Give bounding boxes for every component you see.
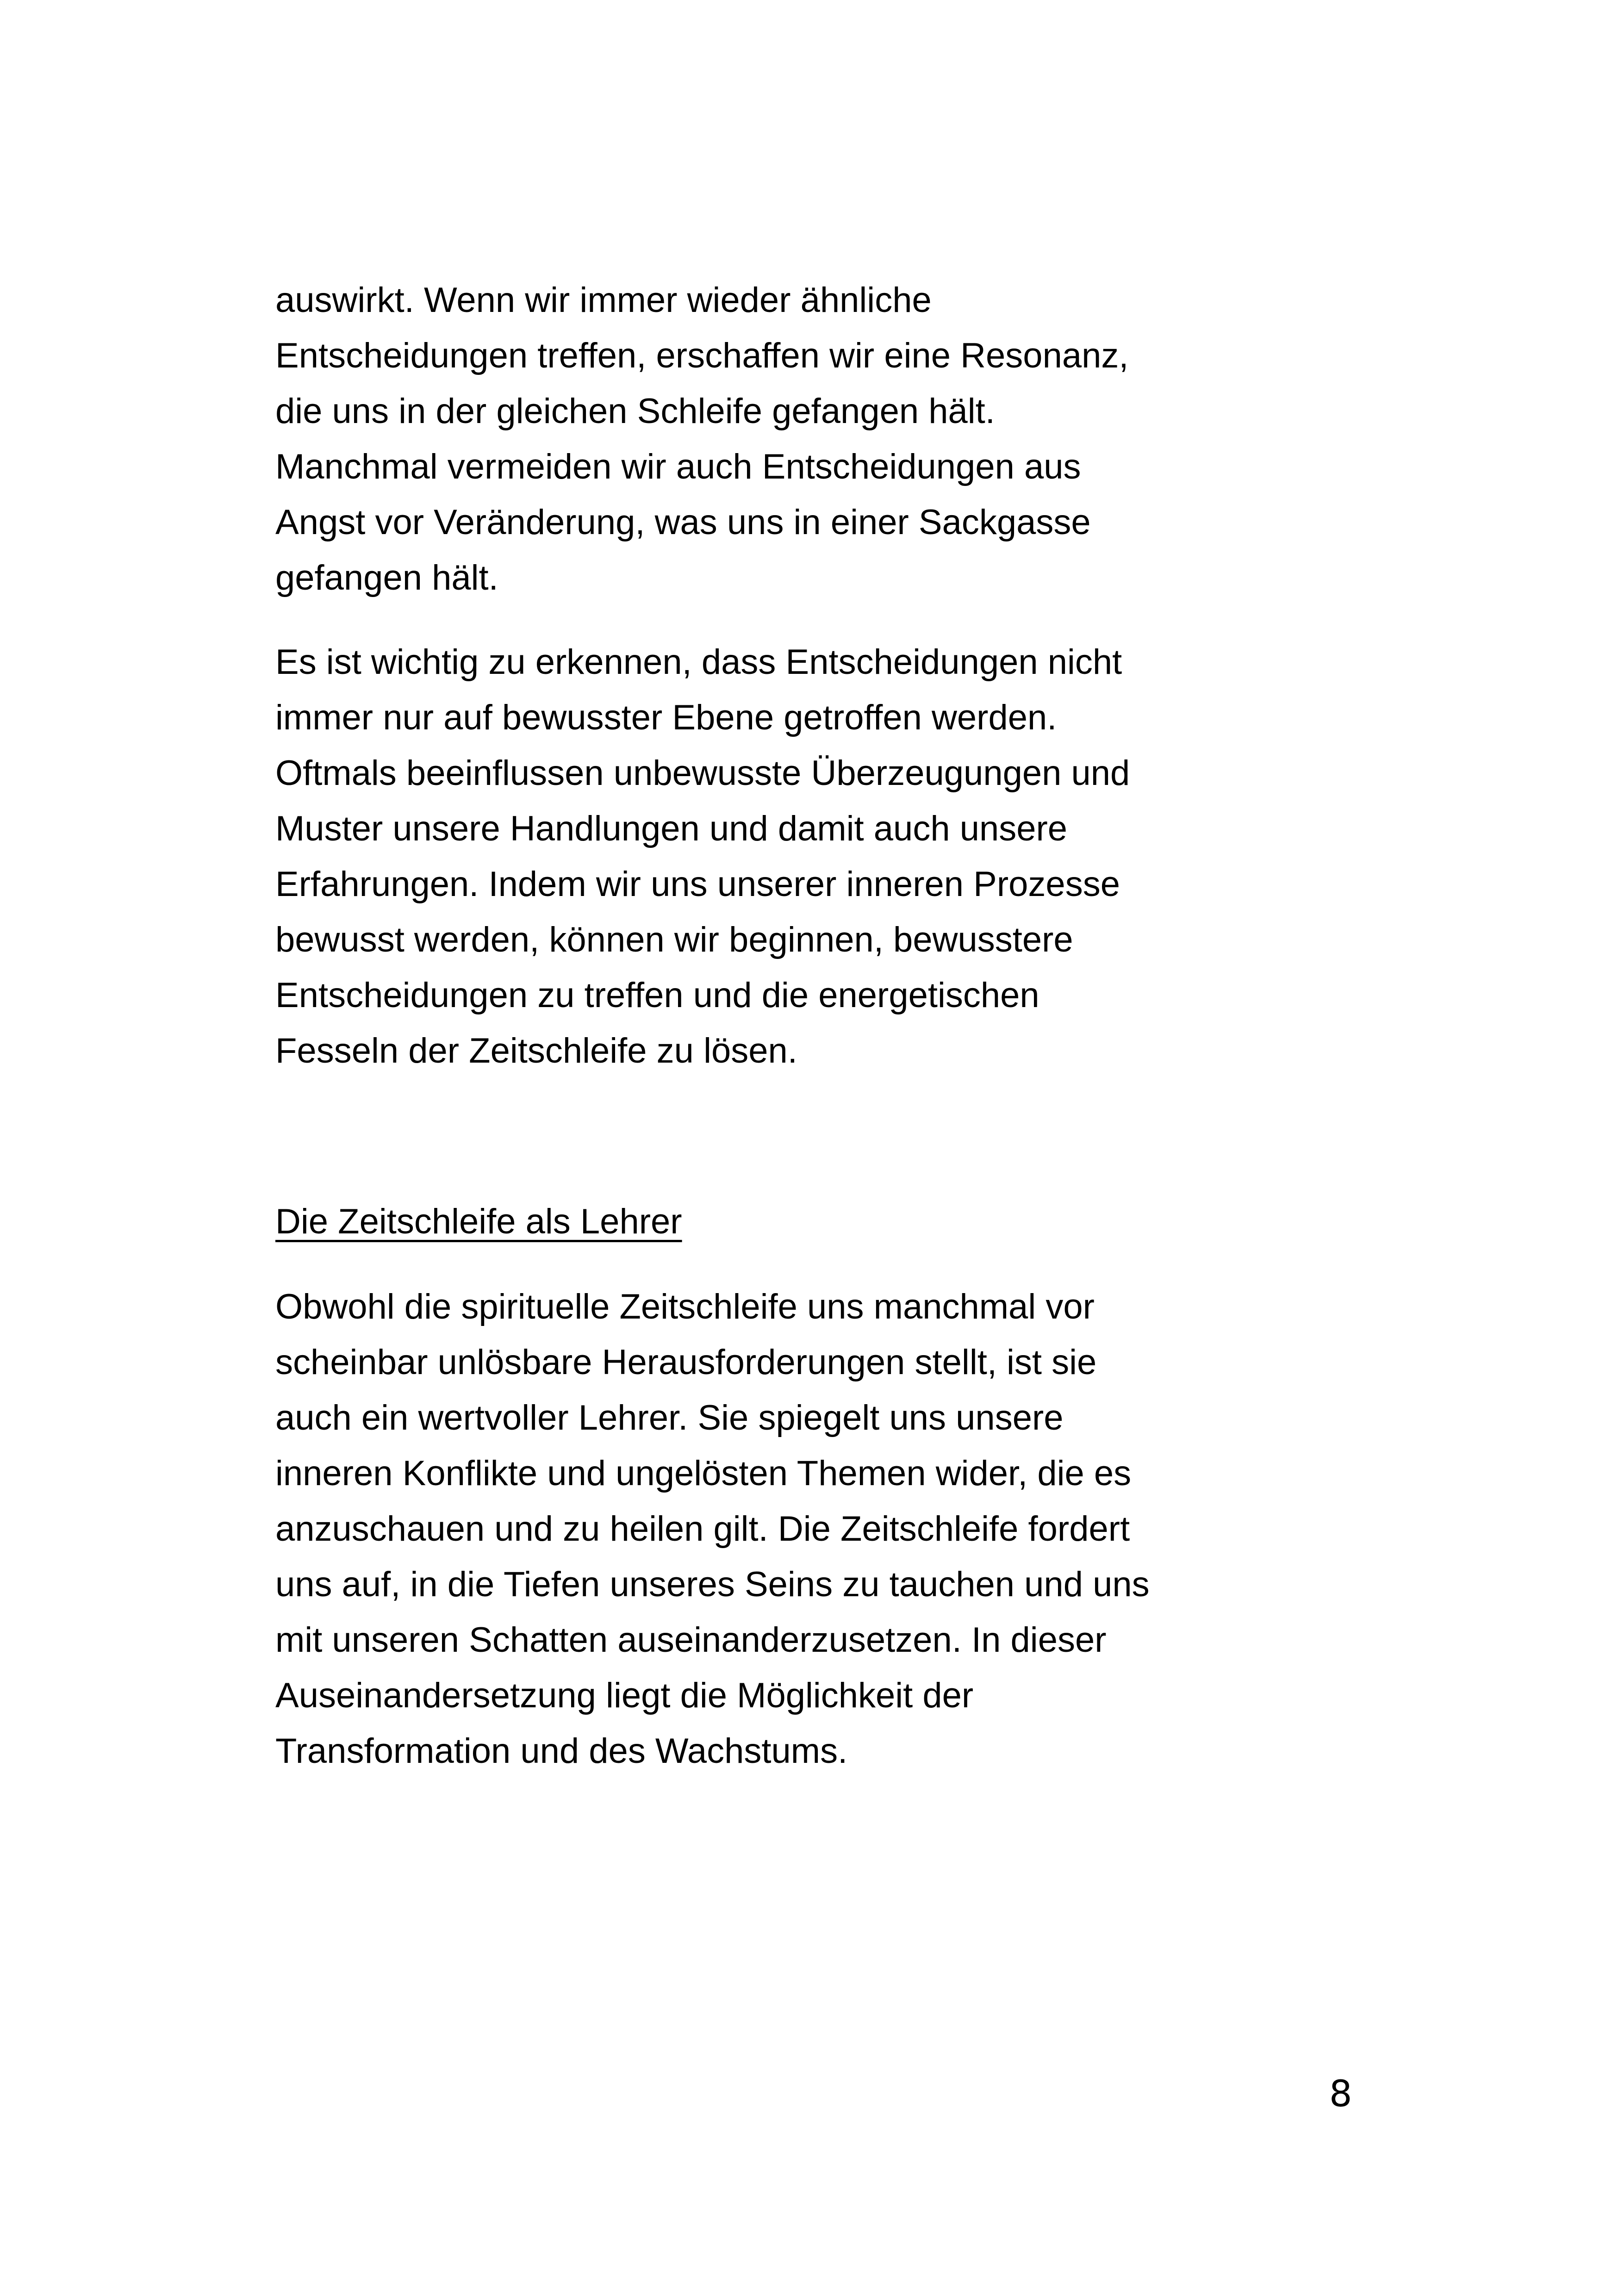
text-line: auswirkt. Wenn wir immer wieder ähnliche xyxy=(275,280,932,320)
text-line: Entscheidungen treffen, erschaffen wir eine Resonanz, xyxy=(275,336,1129,375)
paragraph-2 xyxy=(275,635,1130,1079)
text-line: uns auf, in die Tiefen unseres Seins zu tauchen und uns xyxy=(275,1565,1150,1604)
text-line: Transformation und des Wachstums. xyxy=(275,1731,848,1771)
text-line: inneren Konflikte und ungelösten Themen wider, die es xyxy=(275,1454,1132,1493)
text-line: Erfahrungen. Indem wir uns unserer inneren Prozesse xyxy=(275,865,1120,904)
text-line: Auseinandersetzung liegt die Möglichkeit der xyxy=(275,1676,974,1715)
text-line: mit unseren Schatten auseinanderzusetzen. In dieser xyxy=(275,1620,1107,1660)
page-number: 8 xyxy=(1329,2073,1352,2115)
text-line: Muster unsere Handlungen und damit auch unsere xyxy=(275,809,1068,848)
text-line: immer nur auf bewusster Ebene getroffen werden. xyxy=(275,698,1057,737)
text-line: auch ein wertvoller Lehrer. Sie spiegelt uns unsere xyxy=(275,1398,1064,1437)
text-line: die uns in der gleichen Schleife gefangen hält. xyxy=(275,392,995,431)
text-line: Entscheidungen zu treffen und die energetischen xyxy=(275,976,1039,1015)
text-line: Angst vor Veränderung, was uns in einer Sackgasse xyxy=(275,503,1091,542)
text-line: Es ist wichtig zu erkennen, dass Entscheidungen nicht xyxy=(275,642,1122,682)
paragraph-3 xyxy=(275,1279,1150,1779)
text-line: Manchmal vermeiden wir auch Entscheidungen aus xyxy=(275,447,1081,486)
text-line: Fesseln der Zeitschleife zu lösen. xyxy=(275,1031,797,1070)
text-line: Oftmals beeinflussen unbewusste Überzeugungen und xyxy=(275,753,1130,793)
text-line: anzuschauen und zu heilen gilt. Die Zeitschleife fordert xyxy=(275,1509,1130,1549)
text-line: scheinbar unlösbare Herausforderungen stellt, ist sie xyxy=(275,1343,1097,1382)
section-heading: Die Zeitschleife als Lehrer xyxy=(275,1202,682,1241)
text-line: gefangen hält. xyxy=(275,558,498,597)
text-line: bewusst werden, können wir beginnen, bewusstere xyxy=(275,920,1073,959)
paragraph-1 xyxy=(275,273,1128,606)
text-line: Obwohl die spirituelle Zeitschleife uns manchmal vor xyxy=(275,1287,1095,1326)
